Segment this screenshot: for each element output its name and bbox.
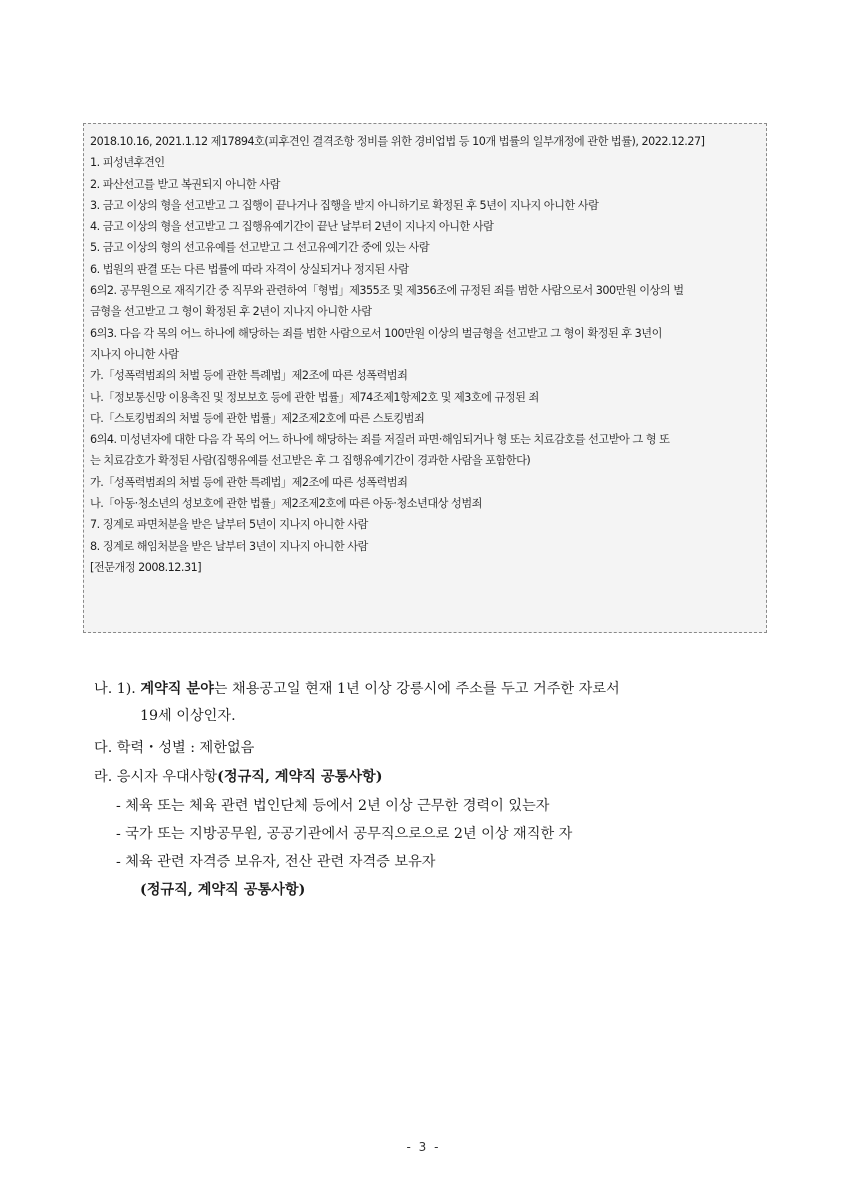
- law-excerpt-box: [83, 123, 767, 633]
- box-line: 가.「성폭력범죄의 처벌 등에 관한 특례법」제2조에 따른 성폭력범죄: [90, 475, 408, 489]
- box-line: 나.「아동·청소년의 성보호에 관한 법률」제2조제2호에 따른 아동·청소년대상 성범죄: [90, 497, 482, 511]
- section-na-rest: 는 채용공고일 현재 1년 이상 강릉시에 주소를 두고 거주한 자로서: [213, 681, 620, 697]
- box-line: 는 치료감호가 확정된 사람(집행유예를 선고받은 후 그 집행유예기간이 경과한 사람을 포함한다): [90, 454, 531, 468]
- closing-note: (정규직, 계약직 공통사항): [140, 882, 306, 898]
- box-line: 6의3. 다음 각 목의 어느 하나에 해당하는 죄를 범한 사람으로서 100만원 이상의 벌금형을 선고받고 그 형이 확정된 후 3년이: [90, 326, 662, 340]
- section-na-bold: 계약직 분야: [140, 681, 214, 697]
- box-line: 나.「정보통신망 이용촉진 및 정보보호 등에 관한 법률」제74조제1항제2호 및 제3호에 규정된 죄: [90, 390, 539, 404]
- box-line: 2018.10.16, 2021.1.12 제17894호(피후견인 결격조항 정비를 위한 경비업법 등 10개 법률의 일부개정에 관한 법률), 2022.12.27]: [90, 135, 705, 148]
- box-line: 1. 피성년후견인: [90, 156, 165, 170]
- bullet-item: - 국가 또는 지방공무원, 공공기관에서 공무직으로으로 2년 이상 재직한 자: [116, 826, 573, 842]
- section-ra: [94, 767, 382, 787]
- box-line: 다.「스토킹범죄의 처벌 등에 관한 법률」제2조제2호에 따른 스토킹범죄: [90, 411, 425, 425]
- box-line: 6. 법원의 판결 또는 다른 법률에 따라 자격이 상실되거나 정지된 사람: [90, 262, 409, 276]
- box-line: 지나지 아니한 사람: [90, 347, 179, 361]
- page-number: - 3 -: [406, 1140, 441, 1154]
- box-line: 3. 금고 이상의 형을 선고받고 그 집행이 끝나거나 집행을 받지 아니하기로 확정된 후 5년이 지나지 아니한 사람: [90, 198, 599, 212]
- box-line: 6의2. 공무원으로 재직기간 중 직무와 관련하여「형법」제355조 및 제356조에 규정된 죄를 범한 사람으로서 300만원 이상의 벌: [90, 284, 684, 298]
- bullet-item: - 체육 관련 자격증 보유자, 전산 관련 자격증 보유자: [116, 854, 436, 870]
- box-line: 가.「성폭력범죄의 처벌 등에 관한 특례법」제2조에 따른 성폭력범죄: [90, 369, 408, 383]
- section-na-line2: 19세 이상인자.: [140, 708, 236, 724]
- bullet-item: - 체육 또는 체육 관련 법인단체 등에서 2년 이상 근무한 경력이 있는자: [116, 798, 550, 814]
- section-da: 다. 학력・성별 : 제한없음: [94, 740, 255, 756]
- box-line: 8. 징계로 해임처분을 받은 날부터 3년이 지나지 아니한 사람: [90, 539, 368, 553]
- box-line: 6의4. 미성년자에 대한 다음 각 목의 어느 하나에 해당하는 죄를 저질러 파면·해임되거나 형 또는 치료감호를 선고받아 그 형 또: [90, 433, 670, 447]
- box-line: 금형을 선고받고 그 형이 확정된 후 2년이 지나지 아니한 사람: [90, 305, 372, 319]
- box-line: 7. 징계로 파면처분을 받은 날부터 5년이 지나지 아니한 사람: [90, 518, 368, 532]
- section-ra-bold: (정규직, 계약직 공통사항): [217, 769, 383, 785]
- box-line: [전문개정 2008.12.31]: [90, 560, 202, 574]
- box-line: 5. 금고 이상의 형의 선고유예를 선고받고 그 선고유예기간 중에 있는 사람: [90, 241, 430, 255]
- section-na-prefix: 나. 1).: [94, 681, 141, 697]
- box-line: 4. 금고 이상의 형을 선고받고 그 집행유예기간이 끝난 날부터 2년이 지나지 아니한 사람: [90, 220, 494, 234]
- section-na-line1: [94, 679, 620, 699]
- section-ra-prefix: 라. 응시자 우대사항: [94, 769, 218, 785]
- box-line: 2. 파산선고를 받고 복권되지 아니한 사람: [90, 177, 280, 191]
